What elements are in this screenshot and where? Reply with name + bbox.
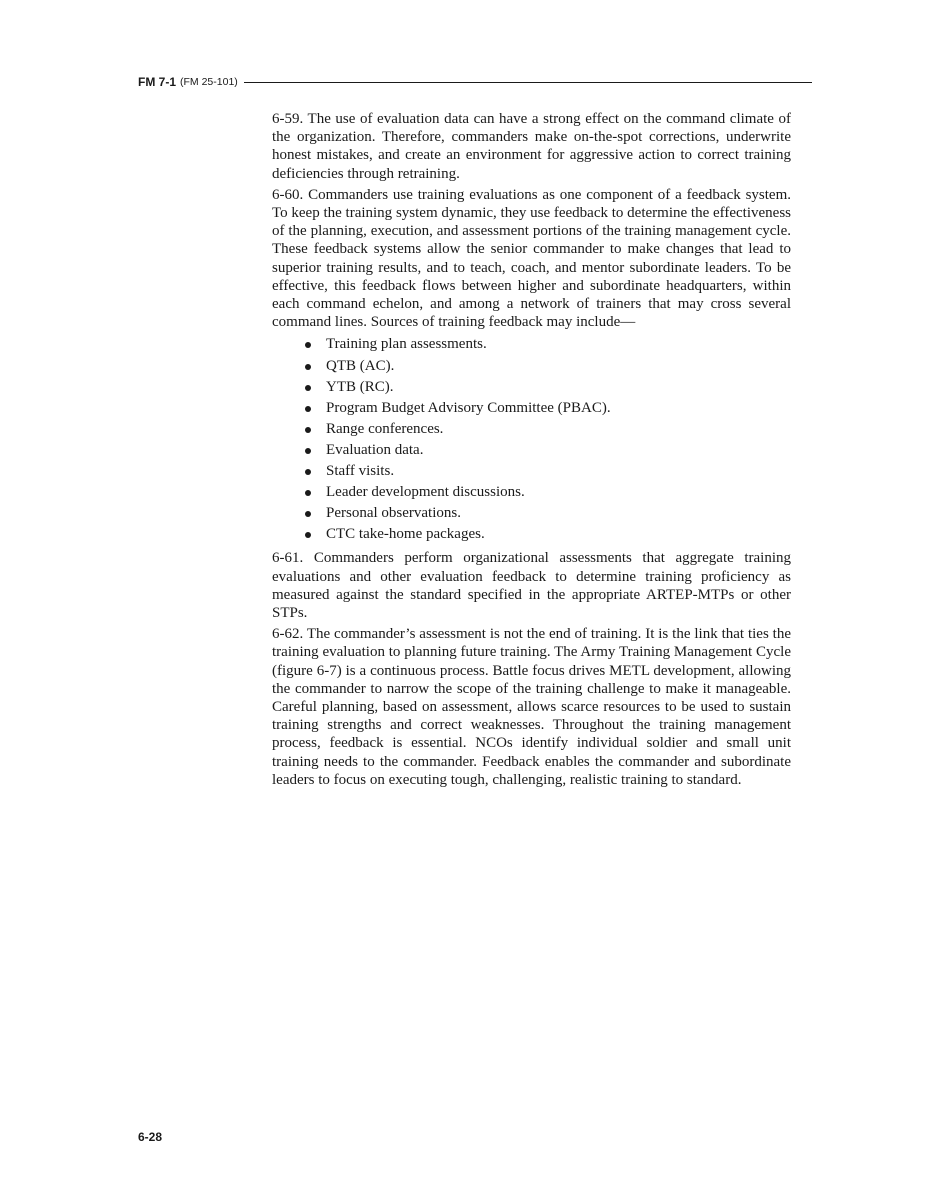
- list-item: [272, 398, 791, 419]
- bullet-icon: [305, 385, 311, 391]
- list-item: [272, 503, 791, 524]
- bullet-icon: [305, 532, 311, 538]
- bullet-icon: [305, 364, 311, 370]
- list-item: [272, 356, 791, 377]
- paragraph-6-61: 6-61. Commanders perform organizational assessments that aggregate training evaluations and other evaluation feedback to determine training proficiency as measured against the standard specified in the appropriate ARTEP-MTPs or other STPs.: [272, 550, 791, 621]
- list-item-text: Staff visits.: [326, 463, 395, 479]
- list-item: [272, 461, 791, 482]
- page-number: 6-28: [138, 1130, 163, 1144]
- paragraph-6-60: 6-60. Commanders use training evaluations as one component of a feedback system. To keep the training system dynamic, they use feedback to determine the effectiveness of the planning, execution, and assessment portions of the training management cycle. These feedback systems allow the senior commander to make changes that lead to superior training results, and to teach, coach, and mentor subordinate leaders. To be effective, this feedback flows between higher and subordinate headquarters, within each command echelon, and among a network of trainers that may cross several command lines. Sources of training feedback may include—: [272, 186, 791, 331]
- bullet-icon: [305, 511, 311, 517]
- bullet-icon: [305, 448, 311, 454]
- paragraph-6-59: 6-59. The use of evaluation data can have a strong effect on the command climate of the organization. Therefore, commanders make on-the-spot corrections, underwrite honest mistakes, and create an environment for aggressive action to correct training deficiencies through retraining.: [272, 111, 791, 182]
- paragraph-6-62: 6-62. The commander’s assessment is not the end of training. It is the link that ties the training evaluation to planning future training. The Army Training Management Cycle (figure 6-7) is a continuous process. Battle focus drives METL development, allowing the commander to narrow the scope of the training challenge to make it manageable. Careful planning, based on assessment, allows scarce resources to be used to sustain training strengths and correct weaknesses. Throughout the training management process, feedback is essential. NCOs identify individual soldier and small unit training needs to the commander. Feedback enables the commander and subordinate leaders to focus on executing tough, challenging, realistic training to standard.: [272, 626, 791, 788]
- list-item: [272, 440, 791, 461]
- list-item-text: Personal observations.: [326, 505, 461, 522]
- list-item-text: Training plan assessments.: [326, 336, 487, 353]
- running-header: [138, 73, 812, 91]
- page-body: [272, 110, 791, 792]
- list-item: [272, 334, 791, 355]
- bullet-icon: [305, 490, 311, 496]
- list-item-text: Program Budget Advisory Committee (PBAC).: [326, 399, 611, 416]
- feedback-sources-list: [272, 334, 791, 545]
- list-item: [272, 377, 791, 398]
- superseded-manual: (FM 25-101): [180, 76, 238, 88]
- bullet-icon: [305, 342, 311, 348]
- bullet-icon: [305, 469, 311, 475]
- header-rule: [244, 82, 812, 83]
- list-item: [272, 482, 791, 503]
- list-item-text: Leader development discussions.: [326, 484, 525, 501]
- manual-number: FM 7-1: [138, 75, 177, 89]
- list-item-text: CTC take-home packages.: [326, 526, 485, 543]
- list-item: [272, 419, 791, 440]
- list-item-text: QTB (AC).: [326, 357, 395, 374]
- list-item: [272, 524, 791, 545]
- bullet-icon: [305, 406, 311, 412]
- list-item-text: Evaluation data.: [326, 441, 424, 458]
- list-item-text: YTB (RC).: [326, 378, 394, 395]
- bullet-icon: [305, 427, 311, 433]
- list-item-text: Range conferences.: [326, 420, 444, 437]
